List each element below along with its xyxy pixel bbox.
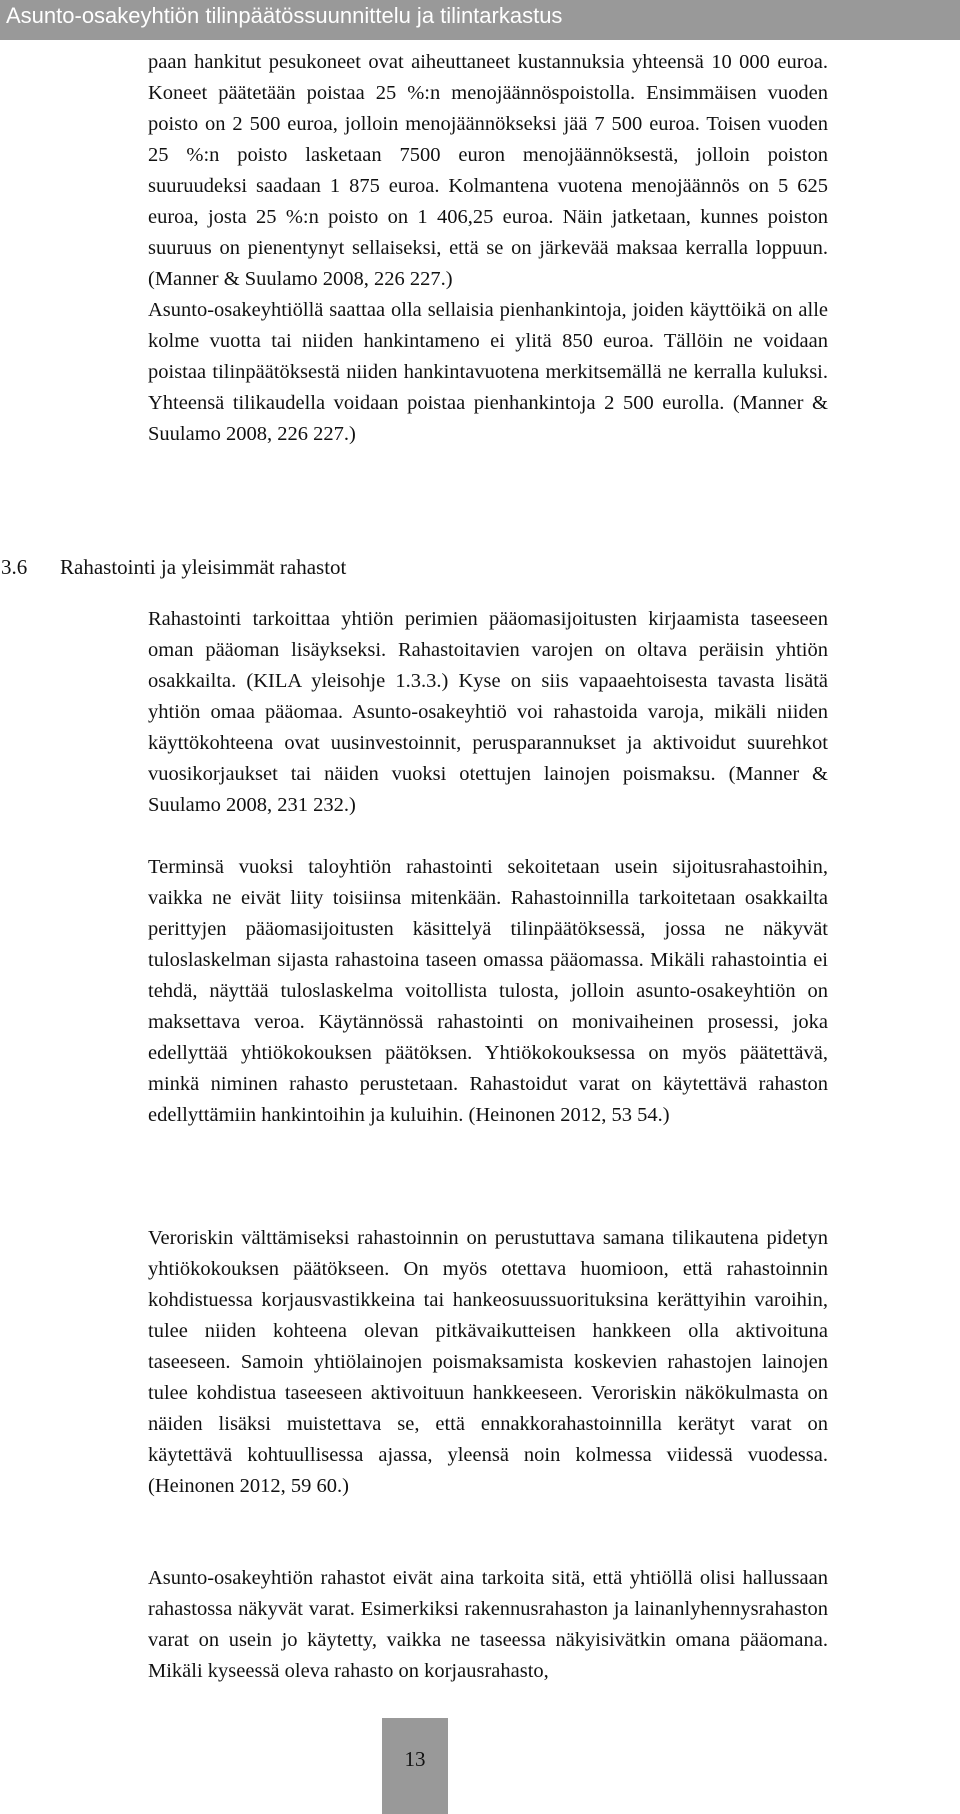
page-number-box — [382, 1718, 448, 1814]
paragraph-fund-definition: Rahastointi tarkoittaa yhtiön perimien pääomasijoitusten kirjaamista taseeseen oman pääoman lisäykseksi. Rahastoitavien varojen on oltava peräisin yhtiön osakkailta. (KILA yleisohje 1.3.3.) Kyse on siis vapaaehtoisesta tavasta lisätä yhtiön omaa pääomaa. Asunto-osakeyhtiö voi rahastoida varoja, mikäli niiden käyttökohteena ovat uusinvestoinnit, perusparannukset ja aktivoidut suurehkot vuosikorjaukset tai näiden vuoksi otettujen lainojen poismaksu. (Manner & Suulamo 2008, 231 232.) — [148, 608, 828, 816]
paragraph-fund-assets: Asunto-osakeyhtiön rahastot eivät aina tarkoita sitä, että yhtiöllä olisi hallussaan rahastossa näkyvät varat. Esimerkiksi rakennusrahaston ja lainanlyhennysrahaston varat on usein jo käytetty, vaikka ne taseessa näkyisivätkin omana pääomana. Mikäli kyseessä oleva rahasto on korjausrahasto, — [148, 1567, 828, 1682]
paragraph-tax-risk: Veroriskin välttämiseksi rahastoinnin on perustuttava samana tilikautena pidetyn yhtiökokouksen päätökseen. On myös otettava huomioon, että rahastoinnin kohdistuessa korjausvastikkeina tai hankeosuussuorituksina kerättyihin varoihin, tulee niiden kohteena olevan pitkävaikutteisen hankkeen olla aktivoituna taseeseen. Samoin yhtiölainojen poismaksamista koskevien rahastojen lainojen tulee kohdistua taseeseen aktivoituun hankkeeseen. Veroriskin näkökulmasta on näiden lisäksi muistettava se, että ennakkorahastoinnilla kerätyt varat on käytettävä kohtuullisessa ajassa, yleensä noin kolmessa viidessä vuodessa. (Heinonen 2012, 59 60.) — [148, 1227, 828, 1497]
paragraph-depreciation-example: paan hankitut pesukoneet ovat aiheuttaneet kustannuksia yhteensä 10 000 euroa. Koneet päätetään poistaa 25 %:n menojäännöspoistolla. Ensimmäisen vuoden poisto on 2 500 euroa, jolloin menojäännökseksi jää 7 500 euroa. Toisen vuoden 25 %:n poisto lasketaan 7500 euron menojäännöksestä, jolloin poiston suuruudeksi saadaan 1 875 euroa. Kolmantena vuotena menojäännös on 5 625 euroa, josta 25 %:n poisto on 1 406,25 euroa. Näin jatketaan, kunnes poiston suuruus on pienentynyt sellaiseksi, että se on järkevää maksaa kerralla loppuun. (Manner & Suulamo 2008, 226 227.) — [148, 51, 828, 290]
section-title: Rahastointi ja yleisimmät rahastot — [60, 555, 347, 579]
running-header-title: Asunto-osakeyhtiön tilinpäätössuunnittelu ja tilintarkastus — [6, 3, 563, 28]
paragraph-fund-terminology: Terminsä vuoksi taloyhtiön rahastointi sekoitetaan usein sijoitusrahastoihin, vaikka ne eivät liity toisiinsa mitenkään. Rahastoinnilla tarkoitetaan osakkailta perittyjen pääomasijoitusten käsittelyä tilinpäätöksessä, jossa ne näkyvät tuloslaskelman sijasta rahastoina taseen omassa pääomassa. Mikäli rahastointia ei tehdä, näyttää tuloslaskelma voitollista tulosta, jolloin asunto-osakeyhtiön on maksettava veroa. Käytännössä rahastointi on monivaiheinen prosessi, joka edellyttää yhtiökokouksen päätöksen. Yhtiökokouksessa on myös päätettävä, minkä niminen rahasto perustetaan. Rahastoidut varat on käytettävä rahaston edellyttämiin hankintoihin ja kuluihin. (Heinonen 2012, 53 54.) — [148, 856, 828, 1126]
running-header — [0, 0, 960, 40]
section-number: 3.6 — [1, 555, 28, 579]
paragraph-small-acquisitions: Asunto-osakeyhtiöllä saattaa olla sellaisia pienhankintoja, joiden käyttöikä on alle kolme vuotta tai niiden hankintameno ei ylitä 850 euroa. Tällöin ne voidaan poistaa tilinpäätöksestä niiden hankintavuotena merkitsemällä ne kerralla kuluksi. Yhteensä tilikaudella voidaan poistaa pienhankintoja 2 500 eurolla. (Manner & Suulamo 2008, 226 227.) — [148, 299, 828, 445]
page-number: 13 — [404, 1747, 426, 1771]
